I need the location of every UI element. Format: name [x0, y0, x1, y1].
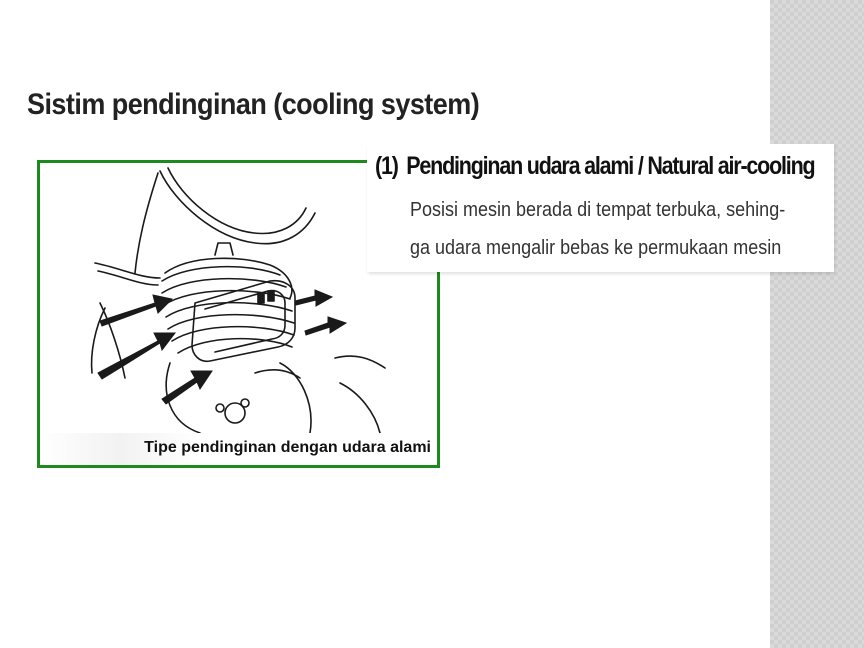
figure-caption — [40, 433, 437, 465]
body-line-1: Posisi mesin berada di tempat terbuka, sehing- — [410, 199, 786, 221]
item-heading-text: Pendinginan udara alami / Natural air-cooling — [406, 152, 815, 180]
slide-title: Sistim pendinginan (cooling system) — [27, 88, 480, 121]
item-number: (1) — [375, 152, 398, 180]
item-heading — [375, 152, 814, 181]
body-line-2: ga udara mengalir bebas ke permukaan mesin — [410, 237, 782, 259]
decorative-side-strip — [770, 0, 864, 648]
text-panel — [367, 144, 834, 272]
figure-caption-text: Tipe pendinginan dengan udara alami — [144, 439, 431, 456]
